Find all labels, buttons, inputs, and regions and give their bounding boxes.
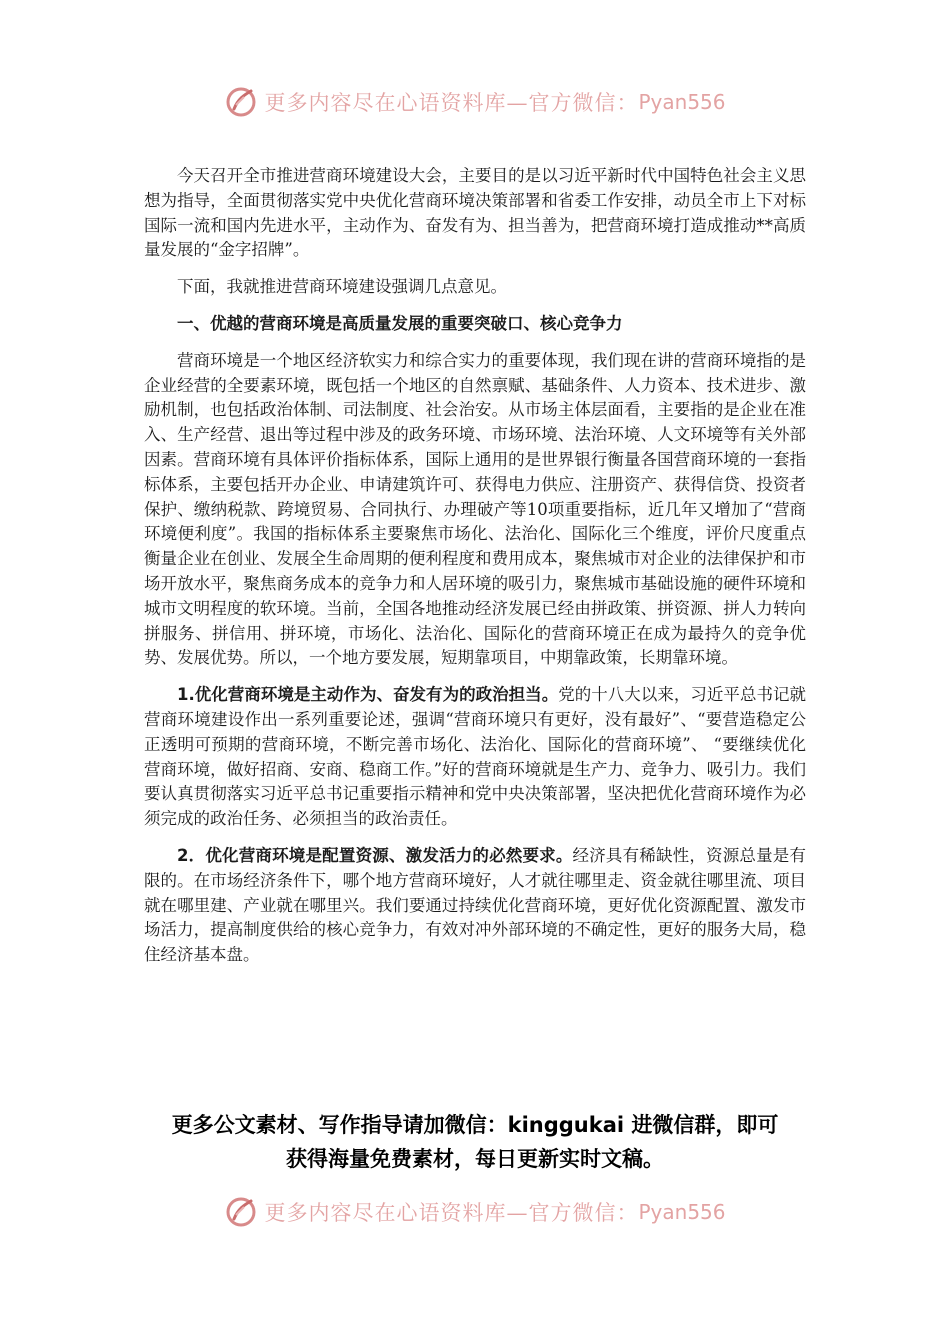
promo-notice <box>120 1108 830 1176</box>
banner-text: 更多内容尽在心语资料库—官方微信： <box>264 1201 639 1225</box>
intro-paragraph: 今天召开全市推进营商环境建设大会，主要目的是以习近平新时代中国特色社会主义思想为指导，全面贯彻落实党中央优化营商环境决策部署和省委工作安排，动员全市上下对标国际一流和国内先进水平，主动作为、奋发有为、担当善为，把营商环境打造成推动**高质量发展的“金字招牌”。 <box>144 166 806 260</box>
seal-logo-icon <box>224 1195 258 1229</box>
point-2-paragraph <box>144 844 806 968</box>
promo-line-1: 更多公文素材、写作指导请加微信：kinggukai 进微信群，即可 <box>171 1113 779 1137</box>
point-2-body: 经济具有稀缺性，资源总量是有限的。在市场经济条件下，哪个地方营商环境好，人才就往哪里走、资金就往哪里流、项目就在哪里建、产业就在哪里兴。我们要通过持续优化营商环境，更好优化资源配置、激发市场活力，提高制度供给的核心竞争力，有效对冲外部环境的不确定性，更好的服务大局，稳住经济基本盘。 <box>144 845 806 965</box>
promo-line-2: 获得海量免费素材，每日更新实时文稿。 <box>286 1147 664 1171</box>
header-banner <box>0 78 950 126</box>
banner-wechat-id: Pyan556 <box>638 1200 726 1224</box>
section-1-body: 营商环境是一个地区经济软实力和综合实力的重要体现，我们现在讲的营商环境指的是企业经营的全要素环境，既包括一个地区的自然禀赋、基础条件、人力资本、技术进步、激励机制，也包括政治体制、司法制度、社会治安。从市场主体层面看，主要指的是企业在准入、生产经营、退出等过程中涉及的政务环境、市场环境、法治环境、人文环境等有关外部因素。营商环境有具体评价指标体系，国际上通用的是世界银行衡量各国营商环境的一套指标体系，主要包括开办企业、申请建筑许可、获得电力供应、注册资产、获得信贷、投资者保护、缴纳税款、跨境贸易、合同执行、办理破产等10项重要指标，近几年又增加了“营商环境便利度”。我国的指标体系主要聚焦市场化、法治化、国际化三个维度，评价尺度重点衡量企业在创业、发展全生命周期的便利程度和费用成本，聚焦城市对企业的法律保护和市场开放水平，聚焦商务成本的竞争力和人居环境的吸引力，聚焦城市基础设施的硬件环境和城市文明程度的软环境。当前，全国各地推动经济发展已经由拼政策、拼资源、拼人力转向拼服务、拼信用、拼环境，市场化、法治化、国际化的营商环境正在成为最持久的竞争优势、发展优势。所以，一个地方要发展，短期靠项目，中期靠政策，长期靠环境。 <box>144 350 806 668</box>
point-1-paragraph <box>144 683 806 832</box>
point-1-lead: 1.优化营商环境是主动作为、奋发有为的政治担当。 <box>177 685 559 705</box>
point-1-body: 党的十八大以来，习近平总书记就营商环境建设作出一系列重要论述，强调“营商环境只有更好，没有最好”、“要营造稳定公正透明可预期的营商环境，不断完善市场化、法治化、国际化的营商环境”、 “要继续优化营商环境，做好招商、安商、稳商工作。”好的营商环境就是生产力、竞争力、吸引力。我们要认真贯彻落实习近平总书记重要指示精神和党中央决策部署，坚决把优化营商环境作为必须完成的政治任务、必须担当的政治责任。 <box>144 685 807 829</box>
seal-logo-icon <box>224 85 258 119</box>
footer-banner <box>0 1188 950 1236</box>
document-body <box>144 164 806 980</box>
section-1-heading: 一、优越的营商环境是高质量发展的重要突破口、核心竞争力 <box>177 313 623 333</box>
banner-wechat-id: Pyan556 <box>638 90 726 114</box>
point-2-lead: 2．优化营商环境是配置资源、激发活力的必然要求。 <box>177 845 573 865</box>
transition-paragraph: 下面，我就推进营商环境建设强调几点意见。 <box>177 277 507 297</box>
banner-text: 更多内容尽在心语资料库—官方微信： <box>264 91 639 115</box>
